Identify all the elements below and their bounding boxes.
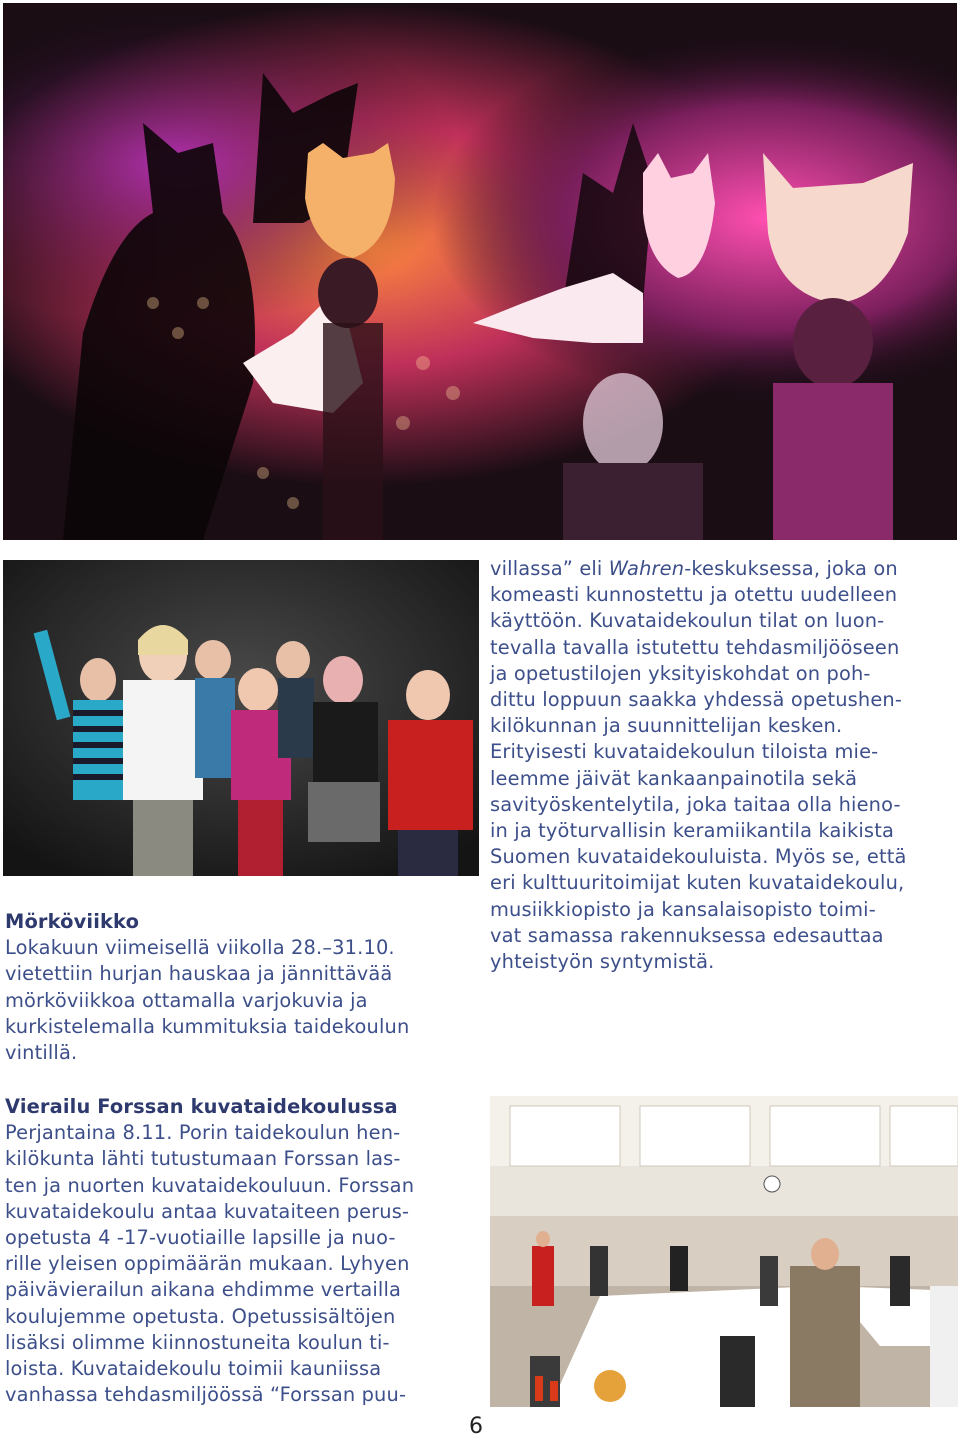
text-line: kuvataidekoulu antaa kuvataiteen perus- xyxy=(5,1199,410,1223)
page-number: 6 xyxy=(469,1414,483,1439)
text-line: vat samassa rakennuksessa edesauttaa xyxy=(490,923,884,947)
text-line: ten ja nuorten kuvataidekouluun. Forssan xyxy=(5,1173,415,1197)
text-line: savityöskentelytila, joka taitaa olla hieno- xyxy=(490,792,901,816)
text-line: opetusta 4 -17-vuotiaille lapsille ja nuo- xyxy=(5,1226,396,1250)
text-line: Perjantaina 8.11. Porin taidekoulun hen- xyxy=(5,1121,401,1145)
text-segment: villassa” eli xyxy=(490,557,609,580)
right-column-text xyxy=(490,556,958,975)
text-line: vietettiin hurjan hauskaa ja jännittävää xyxy=(5,962,393,986)
text-line: käyttöön. Kuvataidekoulun tilat on luon- xyxy=(490,609,885,633)
text-line: kilökunnan ja suunnittelijan kesken. xyxy=(490,714,843,738)
art-school-classroom-photo xyxy=(490,1096,958,1407)
section-heading: Mörköviikko xyxy=(5,910,140,933)
text-line: Lokakuun viimeisellä viikolla 28.–31.10. xyxy=(5,936,395,960)
text-line: yhteistyön syntymistä. xyxy=(490,950,715,974)
text-line: vintillä. xyxy=(5,1041,78,1065)
text-line: leemme jäivät kankaanpainotila sekä xyxy=(490,766,858,790)
text-line: eri kulttuuritoimijat kuten kuvataidekoulu, xyxy=(490,871,905,895)
text-line: koulujemme opetusta. Opetussisältöjen xyxy=(5,1304,396,1328)
text-segment: -keskuksessa, joka on xyxy=(684,557,898,580)
text-line: Suomen kuvataidekouluista. Myös se, että xyxy=(490,845,907,869)
text-line: tevalla tavalla istutettu tehdasmiljööseen xyxy=(490,635,900,659)
text-line: dittu loppuun saakka yhdessä opetushen- xyxy=(490,688,902,712)
wahren-emphasis: Wahren xyxy=(608,557,685,580)
shadow-puppet-masks-photo xyxy=(3,3,957,540)
children-face-paint-photo xyxy=(3,560,479,876)
text-line: rille yleisen oppimäärän mukaan. Lyhyen xyxy=(5,1252,410,1276)
text-line: ja opetustilojen yksityiskohdat on poh- xyxy=(490,661,871,685)
text-line: kilökunta lähti tutustumaan Forssan las- xyxy=(5,1147,401,1171)
section-heading: Vierailu Forssan kuvataidekoulussa xyxy=(5,1095,398,1118)
text-line: mörköviikkoa ottamalla varjokuvia ja xyxy=(5,988,368,1012)
text-line: kurkistelemalla kummituksia taidekoulun xyxy=(5,1014,410,1038)
forssa-visit-section xyxy=(5,1094,471,1408)
text-line xyxy=(490,556,958,582)
text-line: loista. Kuvataidekoulu toimii kauniissa xyxy=(5,1357,382,1381)
text-line: lisäksi olimme kiinnostuneita koulun ti- xyxy=(5,1330,390,1354)
morkoviikko-section xyxy=(5,909,475,1066)
text-line: komeasti kunnostettu ja otettu uudelleen xyxy=(490,583,898,607)
text-line: in ja työturvallisin keramiikantila kaikista xyxy=(490,819,894,843)
text-line: vanhassa tehdasmiljöössä “Forssan puu- xyxy=(5,1383,407,1407)
text-line: päivävierailun aikana ehdimme vertailla xyxy=(5,1278,402,1302)
text-line: musiikkiopisto ja kansalaisopisto toimi- xyxy=(490,897,876,921)
text-line: Erityisesti kuvataidekoulun tiloista mie- xyxy=(490,740,879,764)
